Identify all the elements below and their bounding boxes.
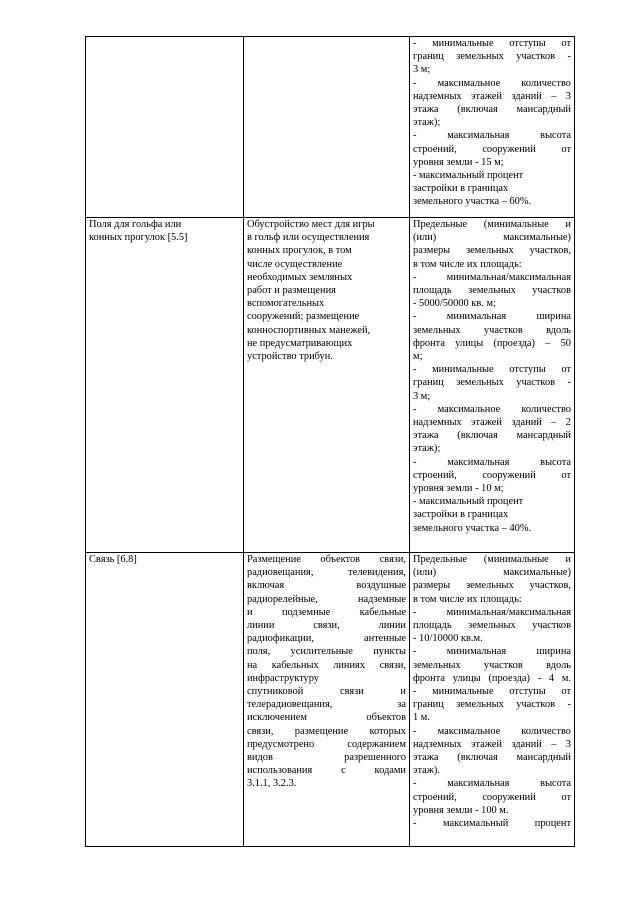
cell-text-line: конных прогулок [5.5]: [89, 232, 188, 244]
table-row: [86, 218, 575, 553]
cell-text-line: инфраструктуру: [247, 672, 319, 684]
cell-text-line: не предусматривающих: [247, 337, 353, 349]
cell-text-line: уровня земли - 10 м;: [413, 483, 504, 495]
table-row: [86, 37, 575, 218]
cell-text-line: земельного участка – 60%.: [413, 196, 532, 208]
cell-text-line: - максимальная высота: [413, 456, 571, 468]
parameters-cell: [410, 218, 575, 553]
cell-text-line: исключением объектов: [247, 712, 406, 724]
cell-text-line: этаж);: [413, 117, 441, 129]
cell-text-line: - максимальная высота: [413, 778, 571, 790]
cell-text-line: - максимальный процент: [413, 170, 524, 182]
cell-text-line: сооружений; размещение: [247, 311, 360, 323]
cell-text-line: размеры земельных участков,: [413, 580, 571, 592]
cell-text-line: строений, сооружений от: [413, 143, 571, 155]
cell-text-line: этажа (включая мансардный: [413, 752, 571, 764]
cell-text-line: на кабельных линиях связи,: [247, 659, 406, 671]
cell-text-line: 1 м.: [413, 712, 430, 724]
cell-text-line: фронта улицы (проезда) - 4 м.: [413, 672, 571, 684]
cell-text-line: 3 м;: [413, 64, 431, 76]
cell-text-line: Поля для гольфа или: [89, 219, 182, 230]
description-cell: [244, 218, 410, 553]
description-cell: [244, 553, 410, 847]
cell-text-line: видов разрешенного: [247, 752, 406, 764]
cell-text-line: и подземные кабельные: [247, 606, 406, 618]
cell-text-line: - минимальная/максимальная: [413, 271, 571, 283]
cell-text-line: площадь земельных участков: [413, 620, 571, 632]
cell-text-line: (или) максимальные): [413, 567, 571, 579]
cell-text-line: - максимальное количество: [413, 403, 571, 415]
cell-text-line: надземных этажей зданий – 3: [413, 738, 571, 750]
cell-text-line: включая воздушные: [247, 580, 406, 592]
cell-text-line: - 10/10000 кв.м.: [413, 633, 483, 645]
cell-text-line: уровня земли - 100 м.: [413, 804, 509, 816]
cell-text-line: - минимальная/максимальная: [413, 606, 571, 618]
land-use-cell: [86, 553, 244, 847]
land-use-cell: [86, 218, 244, 553]
cell-text-line: Связь [6.8]: [89, 554, 137, 565]
cell-text-line: - максимальная высота: [413, 130, 571, 142]
cell-text-line: устройство трибун.: [247, 351, 333, 363]
parameters-cell: [410, 37, 575, 218]
cell-text-line: телерадиовещания, за: [247, 699, 406, 711]
cell-text-line: - максимальный процент: [413, 818, 571, 830]
cell-text-line: в гольф или осуществления: [247, 232, 370, 244]
cell-text-line: площадь земельных участков: [413, 285, 571, 297]
cell-text-line: радиофикации, антенные: [247, 633, 406, 645]
cell-text-line: вспомогательных: [247, 298, 325, 310]
cell-text-line: границ земельных участков -: [413, 699, 571, 711]
cell-text-line: застройки в границах: [413, 183, 509, 195]
cell-text-line: этажа (включая мансардный: [413, 430, 571, 442]
cell-text-line: работ и размещения: [247, 285, 336, 297]
cell-text-line: линии связи, линии: [247, 620, 406, 632]
cell-text-line: Предельные (минимальные и: [413, 554, 571, 565]
cell-text-line: поля, усилительные пункты: [247, 646, 406, 658]
land-use-cell: [86, 37, 244, 218]
cell-text-line: этаж).: [413, 765, 440, 777]
cell-text-line: спутниковой связи и: [247, 686, 406, 698]
cell-text-line: Обустройство мест для игры: [247, 219, 375, 230]
description-cell: [244, 37, 410, 218]
cell-text-line: радиовещания, телевидения,: [247, 567, 406, 579]
cell-text-line: надземных этажей зданий – 3: [413, 90, 571, 102]
cell-text-line: связи, размещение которых: [247, 725, 406, 737]
cell-text-line: необходимых земляных: [247, 271, 353, 283]
cell-text-line: 3.1.1, 3.2.3.: [247, 778, 297, 790]
cell-text-line: (или) максимальные): [413, 232, 571, 244]
cell-text-line: Предельные (минимальные и: [413, 219, 571, 230]
cell-text-line: числе осуществление: [247, 258, 343, 270]
cell-text-line: уровня земли - 15 м;: [413, 156, 504, 168]
cell-text-line: - минимальная ширина: [413, 311, 571, 323]
cell-text-line: земельных участков вдоль: [413, 324, 571, 336]
cell-text-line: - максимальное количество: [413, 725, 571, 737]
cell-text-line: конных прогулок, в том: [247, 245, 352, 257]
cell-text-line: этажа (включая мансардный: [413, 104, 571, 116]
cell-text-line: - минимальные отступы от: [413, 364, 571, 376]
table-row: [86, 553, 575, 847]
cell-text-line: - минимальные отступы от: [413, 38, 571, 49]
cell-text-line: в том числе их площадь:: [413, 258, 522, 270]
cell-text-line: использования с кодами: [247, 765, 406, 777]
cell-text-line: земельных участков вдоль: [413, 659, 571, 671]
cell-text-line: строений, сооружений от: [413, 469, 571, 481]
cell-text-line: границ земельных участков -: [413, 377, 571, 389]
cell-text-line: размеры земельных участков,: [413, 245, 571, 257]
cell-text-line: радиорелейные, надземные: [247, 593, 406, 605]
cell-text-line: конноспортивных манежей,: [247, 324, 371, 336]
cell-text-line: - максимальный процент: [413, 496, 524, 508]
parameters-cell: [410, 553, 575, 847]
cell-text-line: Размещение объектов связи,: [247, 554, 406, 565]
cell-text-line: предусмотрено содержанием: [247, 738, 406, 750]
cell-text-line: м;: [413, 351, 423, 363]
cell-text-line: земельного участка – 40%.: [413, 522, 532, 534]
regulations-table: [85, 36, 575, 847]
cell-text-line: 3 м;: [413, 390, 431, 402]
cell-text-line: фронта улицы (проезда) – 50: [413, 337, 571, 349]
cell-text-line: строений, сооружений от: [413, 791, 571, 803]
cell-text-line: - минимальные отступы от: [413, 686, 571, 698]
cell-text-line: этаж);: [413, 443, 441, 455]
cell-text-line: в том числе их площадь:: [413, 593, 522, 605]
cell-text-line: границ земельных участков -: [413, 51, 571, 63]
cell-text-line: надземных этажей зданий – 2: [413, 417, 571, 429]
cell-text-line: - 5000/50000 кв. м;: [413, 298, 496, 310]
cell-text-line: застройки в границах: [413, 509, 509, 521]
cell-text-line: - минимальная ширина: [413, 646, 571, 658]
cell-text-line: - максимальное количество: [413, 77, 571, 89]
